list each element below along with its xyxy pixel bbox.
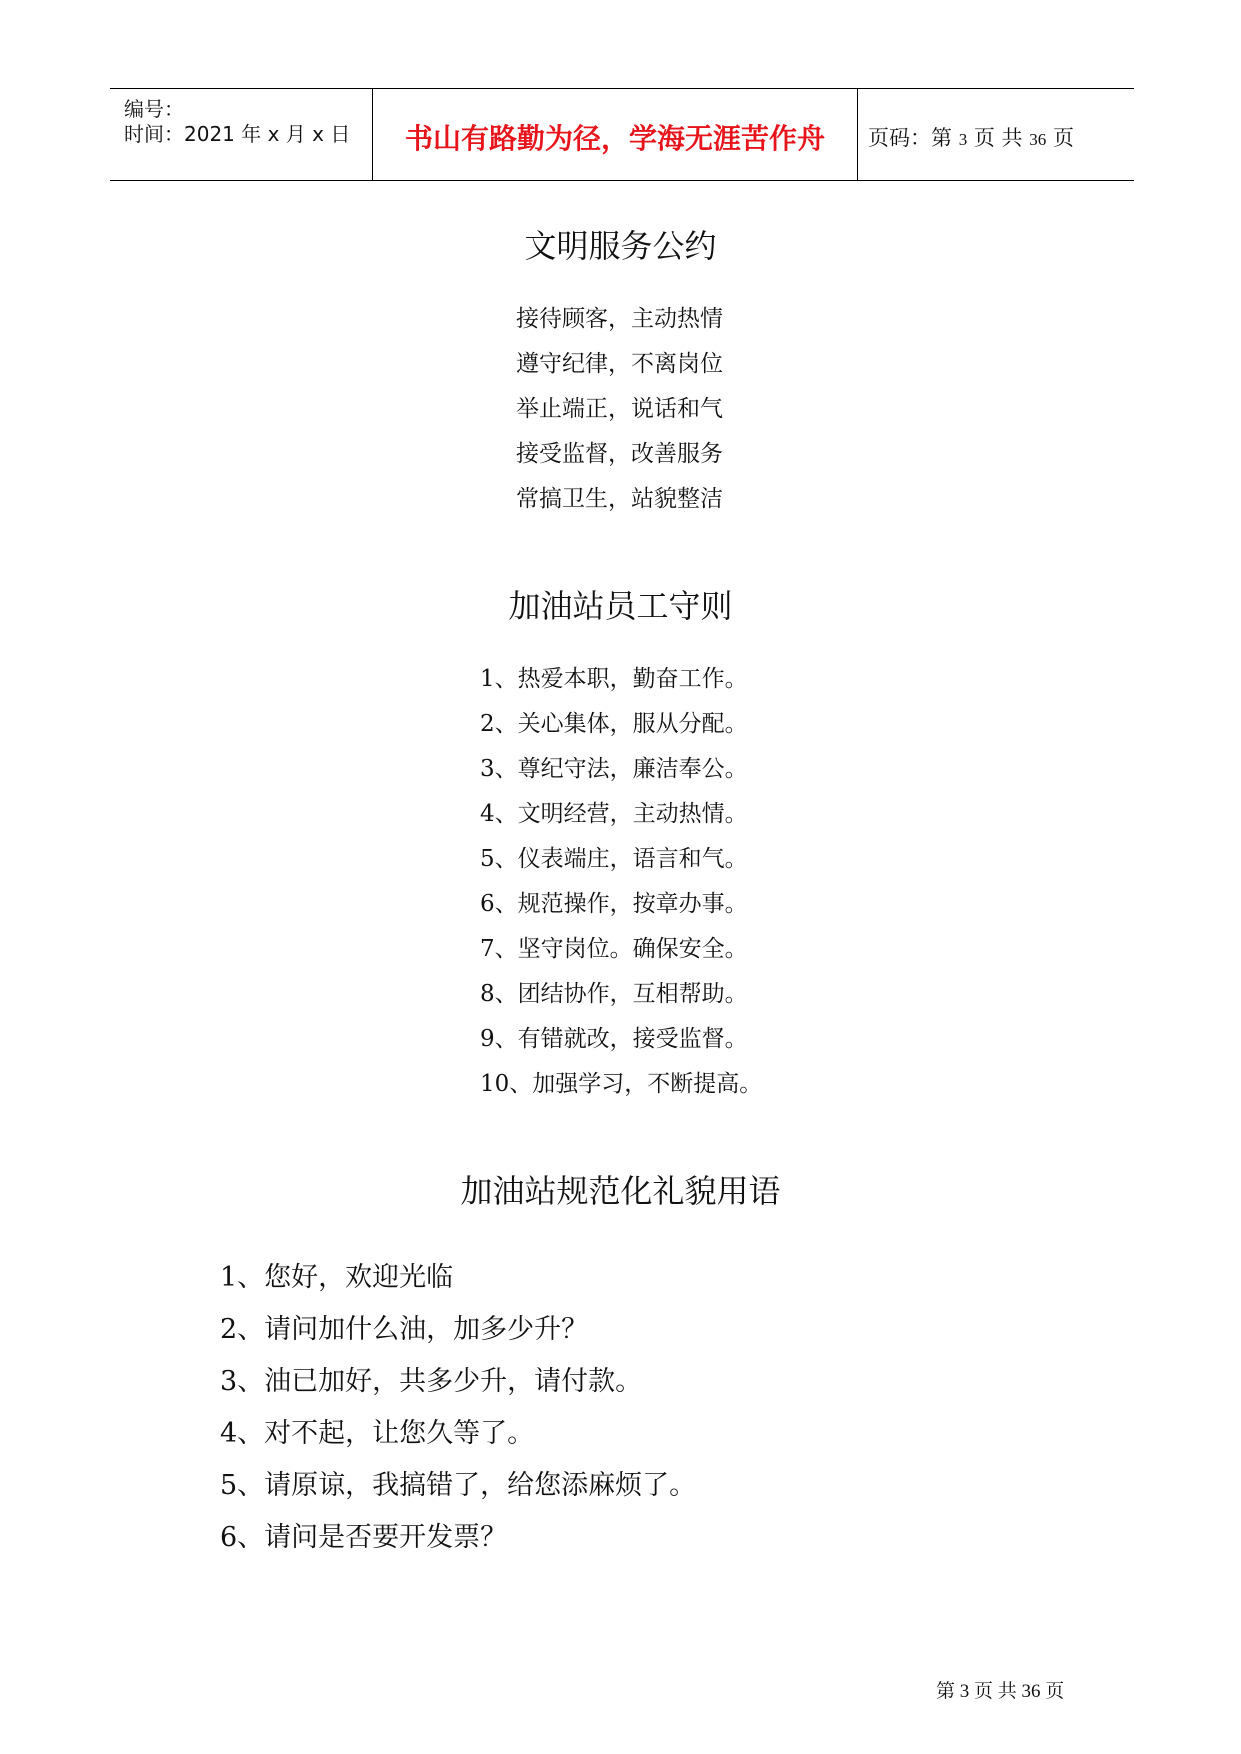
section-title-service-pledge: 文明服务公约 — [524, 227, 717, 265]
list-item: 2、关心集体，服从分配。 — [480, 711, 748, 737]
page-header — [110, 88, 1134, 181]
list-item: 4、文明经营，主动热情。 — [480, 801, 748, 827]
page-suffix: 页 — [1052, 126, 1074, 150]
page-mid: 页 共 — [973, 126, 1023, 150]
list-item: 8、团结协作，互相帮助。 — [480, 981, 748, 1007]
list-item: 6、规范操作，按章办事。 — [480, 891, 748, 917]
section-title-courtesy-phrases: 加油站规范化礼貌用语 — [460, 1172, 781, 1210]
header-right-cell — [858, 89, 1134, 180]
list-item: 遵守纪律，不离岗位 — [516, 351, 723, 377]
list-item: 10、加强学习，不断提高。 — [480, 1071, 763, 1097]
list-item: 4、对不起，让您久等了。 — [220, 1418, 535, 1449]
list-item: 9、有错就改，接受监督。 — [480, 1026, 748, 1052]
list-item: 1、热爱本职，勤奋工作。 — [480, 666, 748, 692]
list-item: 7、坚守岗位。确保安全。 — [480, 936, 748, 962]
header-motto: 书山有路勤为径，学海无涯苦作舟 — [404, 122, 825, 155]
list-item: 6、请问是否要开发票？ — [220, 1522, 508, 1553]
header-center-cell — [372, 89, 858, 180]
service-pledge-list — [516, 303, 723, 528]
list-item: 3、尊纪守法，廉洁奉公。 — [480, 756, 748, 782]
page-current: 3 — [958, 130, 968, 149]
list-item: 举止端正，说话和气 — [516, 396, 723, 422]
page-footer: 第 3 页 共 36 页 — [936, 1681, 1065, 1702]
serial-number-label: 编号： — [124, 97, 184, 121]
list-item: 1、您好，欢迎光临 — [220, 1262, 454, 1293]
list-item: 接受监督，改善服务 — [516, 441, 723, 467]
header-page-info — [868, 122, 1074, 152]
list-item: 3、油已加好，共多少升，请付款。 — [220, 1366, 643, 1397]
time-label: 时间：2021 年 x 月 x 日 — [124, 122, 351, 146]
list-item: 5、请原谅，我搞错了，给您添麻烦了。 — [220, 1470, 697, 1501]
list-item: 2、请问加什么油，加多少升？ — [220, 1314, 589, 1345]
list-item: 常搞卫生，站貌整洁 — [516, 486, 723, 512]
list-item: 5、仪表端庄，语言和气。 — [480, 846, 748, 872]
page-total: 36 — [1029, 130, 1047, 149]
header-left-cell — [110, 89, 372, 180]
staff-rules-list — [480, 663, 762, 1113]
courtesy-phrases-list — [220, 1259, 696, 1571]
page-prefix: 页码：第 — [868, 126, 952, 150]
list-item: 接待顾客，主动热情 — [516, 306, 723, 332]
section-title-staff-rules: 加油站员工守则 — [508, 587, 733, 625]
